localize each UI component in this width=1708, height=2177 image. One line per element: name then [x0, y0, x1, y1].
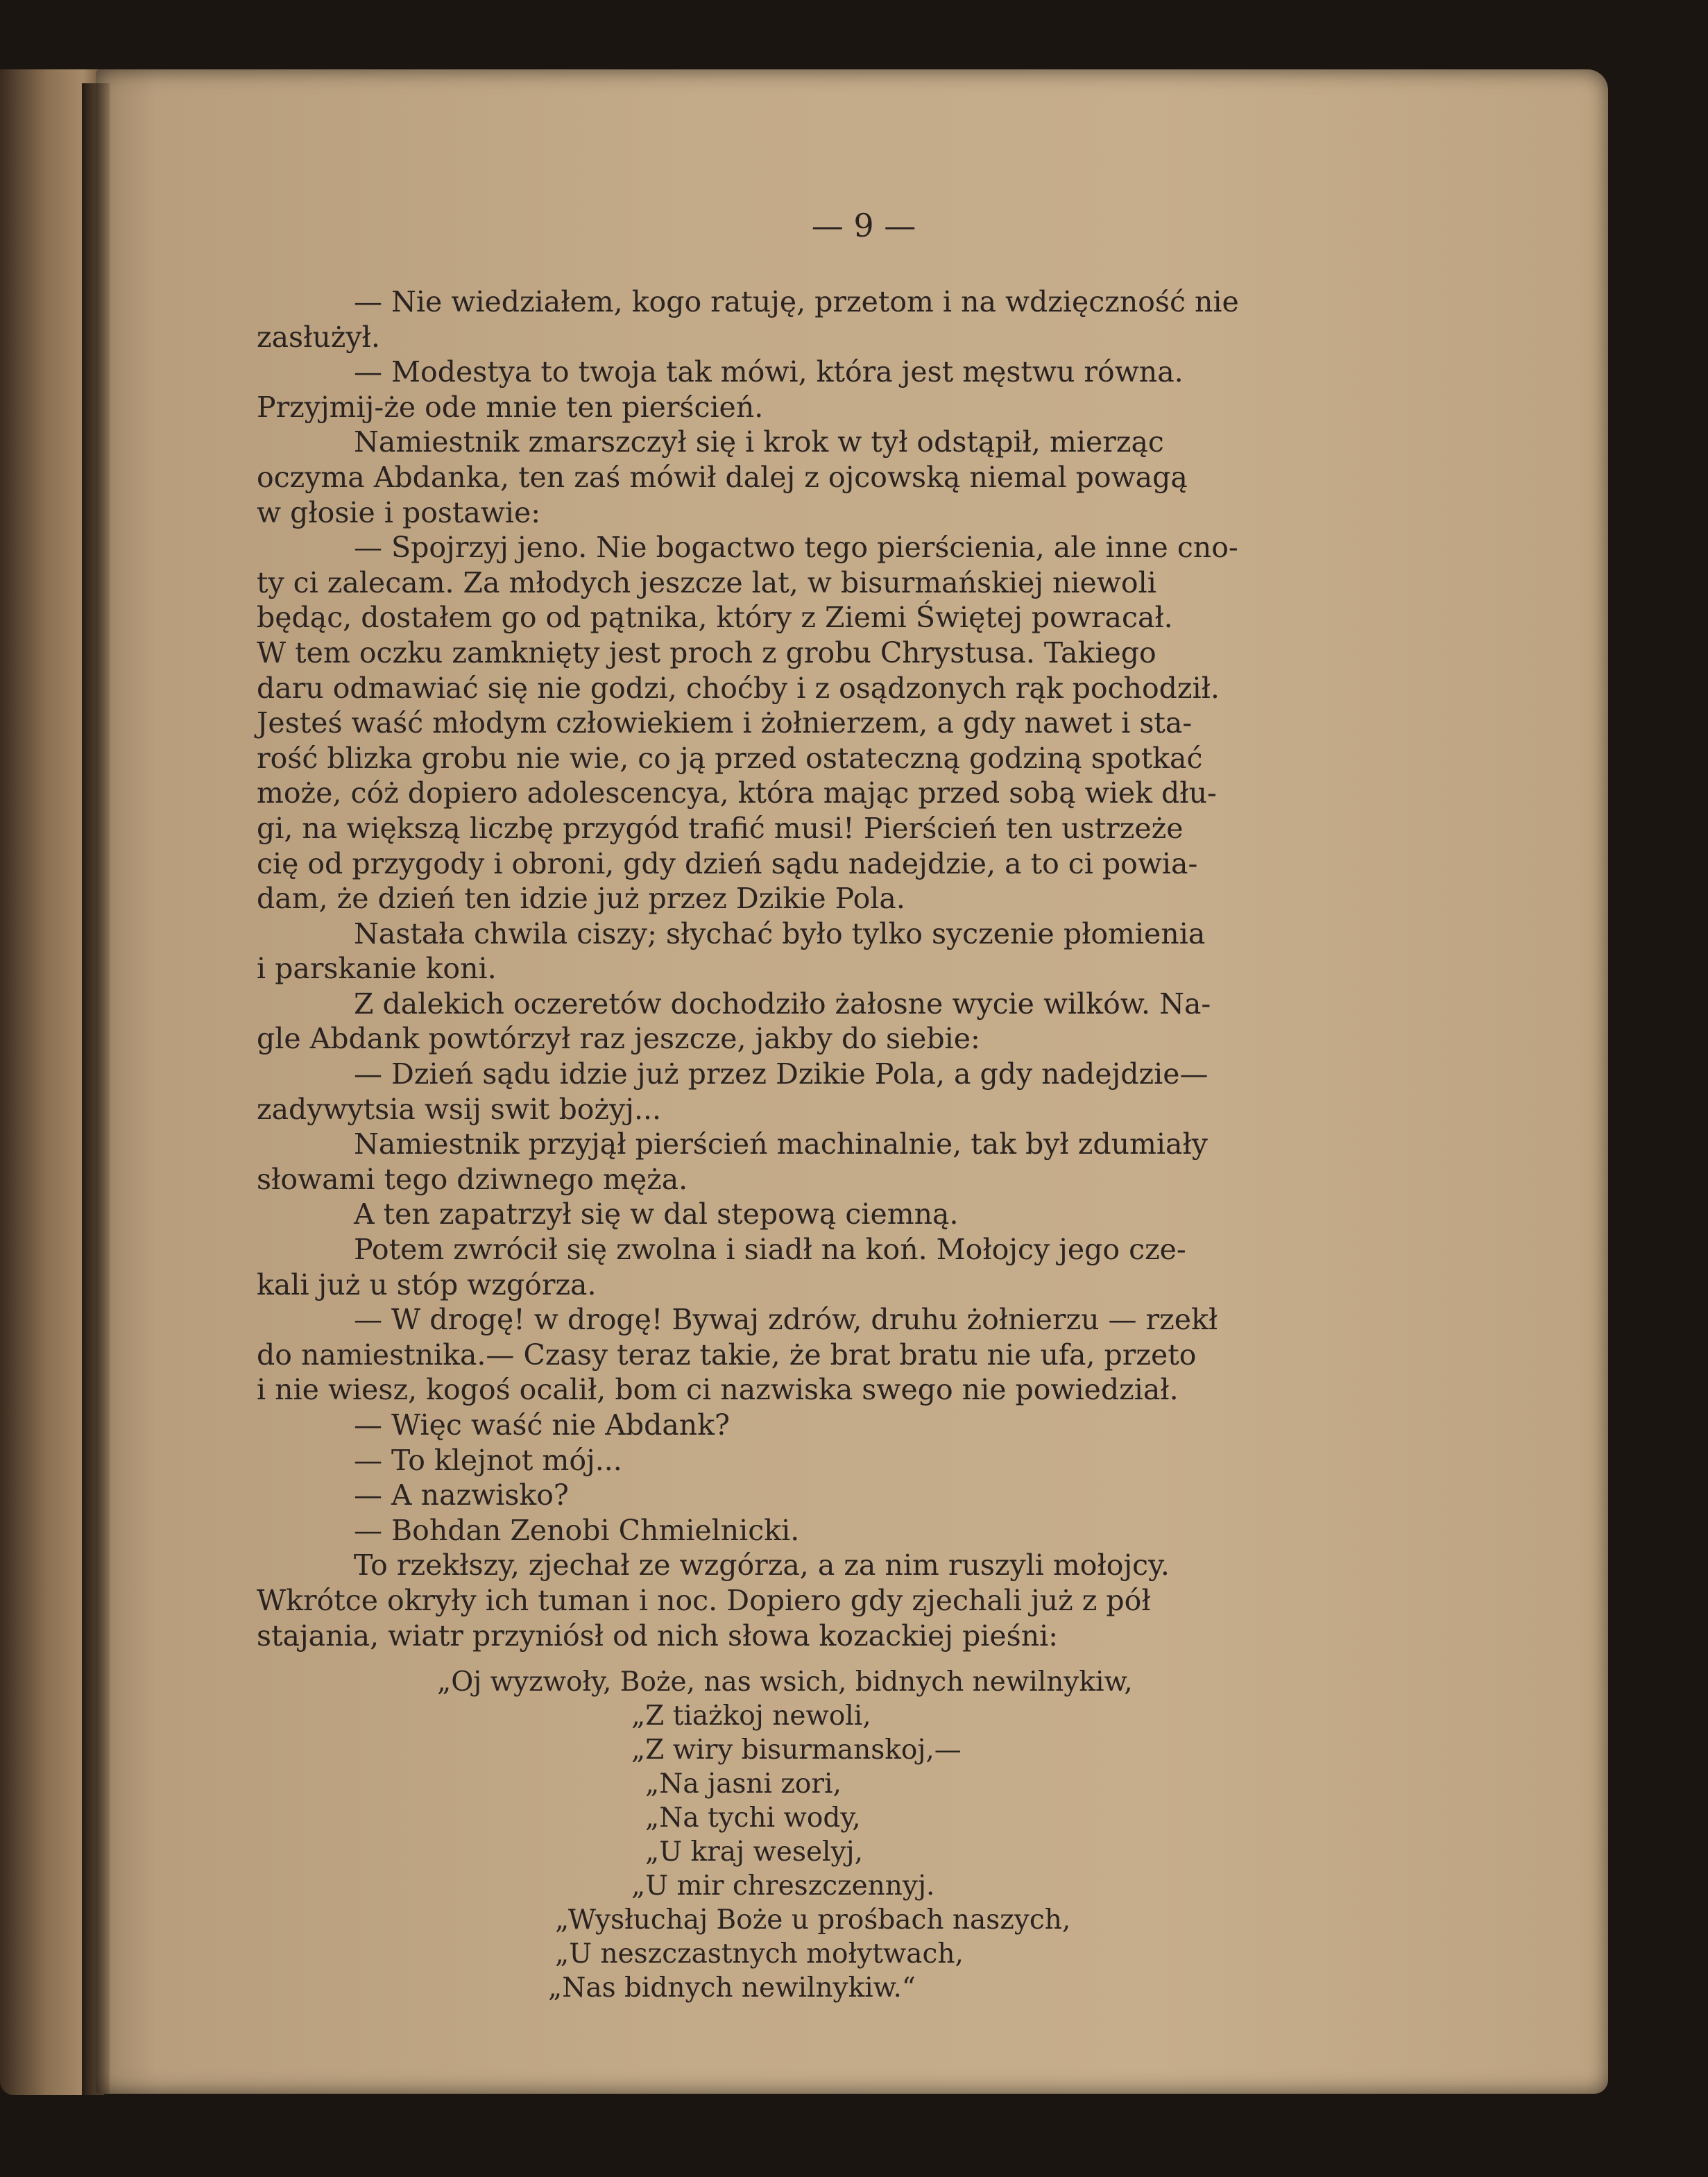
text-line: daru odmawiać się nie godzi, choćby i z osądzonych rąk pochodził. [257, 671, 1220, 705]
poem-line: „Na tychi wody, [645, 1802, 861, 1834]
text-line: Z dalekich oczeretów dochodziło żałosne wycie wilków. Na- [354, 987, 1211, 1021]
poem-line: „Z tiażkoj newoli, [631, 1700, 871, 1732]
text-line: i parskanie koni. [257, 952, 497, 986]
text-line: To rzekłszy, zjechał ze wzgórza, a za nim ruszyli mołojcy. [354, 1548, 1170, 1582]
text-line: dam, że dzień ten idzie już przez Dzikie Pola. [257, 882, 905, 916]
page-number: — 9 — [811, 207, 916, 244]
text-line: Jesteś waść młodym człowiekiem i żołnierzem, a gdy nawet i sta- [257, 706, 1193, 740]
text-line: może, cóż dopiero adolescencya, która mając przed sobą wiek dłu- [257, 776, 1217, 810]
text-line: i nie wiesz, kogoś ocalił, bom ci nazwiska swego nie powiedział. [257, 1373, 1179, 1407]
text-line: Potem zwrócił się zwolna i siadł na koń. Mołojcy jego cze- [354, 1233, 1186, 1267]
text-line: w głosie i postawie: [257, 495, 541, 529]
poem-line: „U mir chreszczennyj. [631, 1870, 935, 1902]
spine-shadow [82, 83, 110, 2095]
text-line: kali już u stóp wzgórza. [257, 1267, 597, 1301]
text-line: — Dzień sądu idzie już przez Dzikie Pola, a gdy nadejdzie— [354, 1057, 1209, 1091]
text-line: — Spojrzyj jeno. Nie bogactwo tego pierścienia, ale inne cno- [354, 531, 1238, 565]
text-line: gle Abdank powtórzył raz jeszcze, jakby do siebie: [257, 1022, 980, 1056]
text-line: — A nazwisko? [354, 1478, 569, 1512]
text-line: — To klejnot mój... [354, 1443, 622, 1477]
text-line: będąc, dostałem go od pątnika, który z Ziemi Świętej powracał. [257, 601, 1173, 635]
poem-line: „U kraj weselyj, [645, 1836, 864, 1868]
poem-line: „U neszczastnych mołytwach, [555, 1938, 964, 1970]
page-text [257, 208, 1471, 1653]
text-line: do namiestnika.— Czasy teraz takie, że brat bratu nie ufa, przeto [257, 1338, 1197, 1372]
text-line: Namiestnik przyjął pierścień machinalnie, tak był zdumiały [354, 1127, 1208, 1161]
text-line: A ten zapatrzył się w dal stepową ciemną. [354, 1197, 959, 1231]
poem-line: „Nas bidnych newilnykiw.“ [548, 1972, 916, 2004]
text-line: oczyma Abdanka, ten zaś mówił dalej z ojcowską niemal powagą [257, 460, 1188, 494]
text-line: zasłużył. [257, 320, 380, 354]
text-line: rość blizka grobu nie wie, co ją przed ostateczną godziną spotkać [257, 741, 1203, 775]
text-line: Przyjmij-że ode mnie ten pierścień. [257, 390, 764, 424]
text-line: — Więc waść nie Abdank? [354, 1408, 730, 1442]
text-line: Wkrótce okryły ich tuman i noc. Dopiero gdy zjechali już z pół [257, 1583, 1151, 1617]
poem-line: „Na jasni zori, [645, 1768, 842, 1800]
body-lines [257, 284, 1471, 1653]
text-line: cię od przygody i obroni, gdy dzień sądu nadejdzie, a to ci powia- [257, 846, 1198, 880]
text-line: Nastała chwila ciszy; słychać było tylko syczenie płomienia [354, 916, 1206, 950]
poem-line: „Wysłuchaj Boże u prośbach naszych, [555, 1904, 1071, 1936]
text-line: — Nie wiedziałem, kogo ratuję, przetom i na wdzięczność nie [354, 285, 1239, 318]
text-line: Namiestnik zmarszczył się i krok w tył odstąpił, mierząc [354, 425, 1164, 459]
poem-line: „Oj wyzwoły, Boże, nas wsich, bidnych newilnykiw, [437, 1666, 1133, 1698]
text-line: ty ci zalecam. Za młodych jeszcze lat, w bisurmańskiej niewoli [257, 565, 1156, 599]
text-line: słowami tego dziwnego męża. [257, 1162, 688, 1196]
text-line: gi, na większą liczbę przygód trafić musi! Pierścień ten ustrzeże [257, 811, 1184, 845]
text-line: W tem oczku zamknięty jest proch z grobu Chrystusa. Takiego [257, 635, 1156, 669]
text-line: — W drogę! w drogę! Bywaj zdrów, druhu żołnierzu — rzekł [354, 1303, 1218, 1337]
poem-line: „Z wiry bisurmanskoj,— [631, 1734, 962, 1766]
text-line: — Bohdan Zenobi Chmielnicki. [354, 1513, 800, 1547]
poem [437, 1665, 1133, 2005]
text-line: stajania, wiatr przyniósł od nich słowa kozackiej pieśni: [257, 1619, 1059, 1653]
text-line: — Modestya to twoja tak mówi, która jest męstwu równa. [354, 355, 1184, 389]
text-line: zadywytsia wsij swit bożyj... [257, 1092, 662, 1126]
